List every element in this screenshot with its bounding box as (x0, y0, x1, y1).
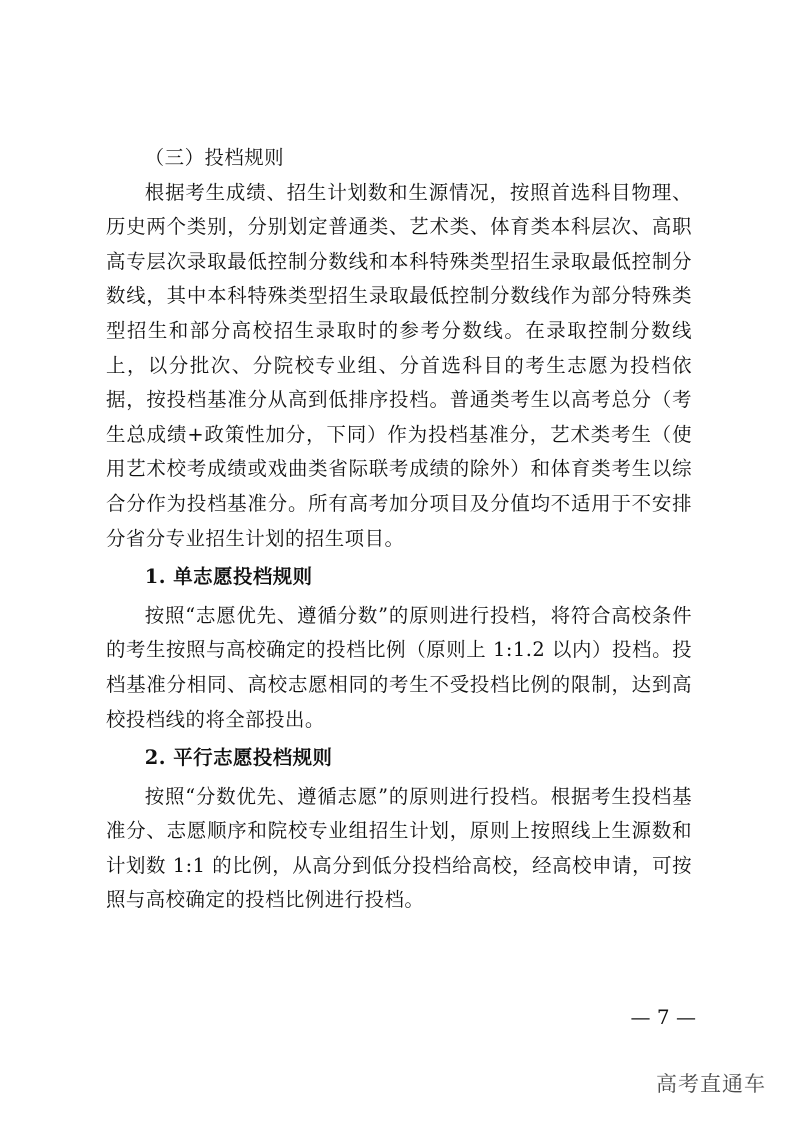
rule1-title: 1. 单志愿投档规则 (144, 565, 313, 589)
rule1-body: 按照“志愿优先、遵循分数”的原则进行投档，将符合高校条件的考生按照与高校确定的投档比例（原则上 1:1.2 以内）投档。投档基准分相同、高校志愿相同的考生不受投档比例的限制，达到高校投档线的将全部投出。 (106, 603, 692, 731)
document-body (106, 141, 692, 918)
page-number: — 7 — (630, 1005, 696, 1029)
rule2-body: 按照“分数优先、遵循志愿”的原则进行投档。根据考生投档基准分、志愿顺序和院校专业组招生计划，原则上按照线上生源数和计划数 1:1 的比例，从高分到低分投档给高校，经高校申请，可按照与高校确定的投档比例进行投档。 (106, 784, 692, 912)
watermark: 高考直通车 (656, 1072, 766, 1096)
intro-paragraph: 根据考生成绩、招生计划数和生源情况，按照首选科目物理、历史两个类别，分别划定普通类、艺术类、体育类本科层次、高职高专层次录取最低控制分数线和本科特殊类型招生录取最低控制分数线，其中本科特殊类型招生录取最低控制分数线作为部分特殊类型招生和部分高校招生录取时的参考分数线。在录取控制分数线上，以分批次、分院校专业组、分首选科目的考生志愿为投档依据，按投档基准分从高到低排序投档。普通类考生以高考总分（考生总成绩+政策性加分，下同）作为投档基准分，艺术类考生（使用艺术校考成绩或戏曲类省际联考成绩的除外）和体育类考生以综合分作为投档基准分。所有高考加分项目及分值均不适用于不安排分省分专业招生计划的招生项目。 (106, 180, 692, 550)
section-heading: （三）投档规则 (144, 146, 285, 169)
rule2-title: 2. 平行志愿投档规则 (144, 746, 333, 770)
